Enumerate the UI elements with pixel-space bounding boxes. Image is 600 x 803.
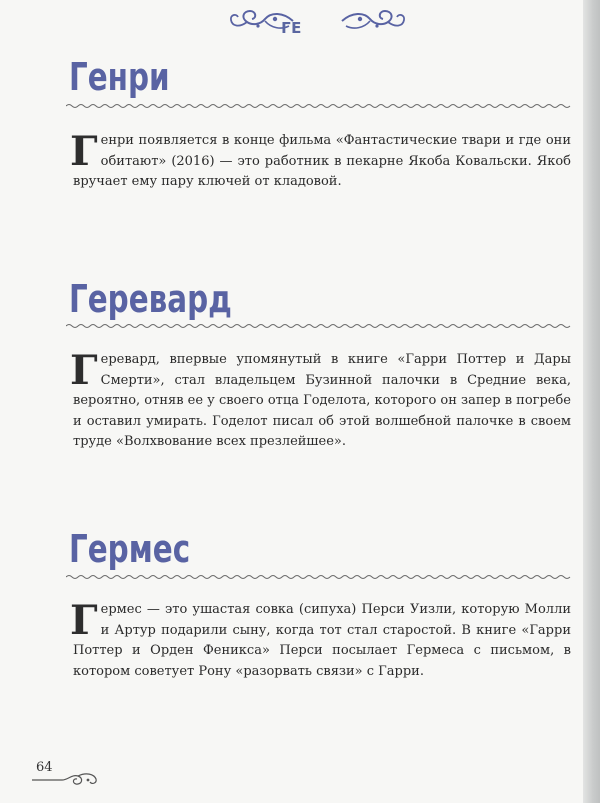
entry-body: енри появляется в конце фильма «Фантастические твари и где они обитают» (2016) — это работник в пекарне Якоба Ковальски. Якоб вручает ему пару ключей от кладовой. xyxy=(73,133,571,189)
drop-cap: Г xyxy=(70,347,98,394)
title-divider xyxy=(66,574,573,580)
right-flourish-ornament xyxy=(340,6,408,36)
header-letters: ГЕ xyxy=(281,19,302,37)
entry-text xyxy=(70,128,571,193)
entry-title: Генри xyxy=(69,55,170,99)
entry-title: Гермес xyxy=(69,527,191,571)
entry-text xyxy=(70,347,571,453)
page-header xyxy=(0,6,583,46)
footer-flourish-ornament xyxy=(32,768,102,790)
drop-cap: Г xyxy=(70,597,98,644)
title-divider xyxy=(66,323,573,329)
entry-body: еревард, впервые упомянутый в книге «Гарри Поттер и Дары Смерти», стал владельцем Бузинной палочки в Средние века, вероятно, отняв ее у своего отца Годелота, которого он запер в погребе и оставил умирать. Годелот писал об этой волшебной палочке в своем труде «Волхвование всех презлейшее». xyxy=(73,352,571,449)
entry-title: Геревард xyxy=(69,277,232,321)
page-number: 64 xyxy=(36,760,53,775)
page-edge-shadow xyxy=(583,0,600,803)
entry-body: ермес — это ушастая совка (сипуха) Перси Уизли, которую Молли и Артур подарили сыну, когда тот стал старостой. В книге «Гарри Поттер и Орден Феникса» Перси посылает Гермеса с письмом, в котором советует Рону «разорвать связи» с Гарри. xyxy=(73,602,571,679)
entry-text xyxy=(70,597,571,682)
title-divider xyxy=(66,103,573,109)
drop-cap: Г xyxy=(70,128,98,175)
